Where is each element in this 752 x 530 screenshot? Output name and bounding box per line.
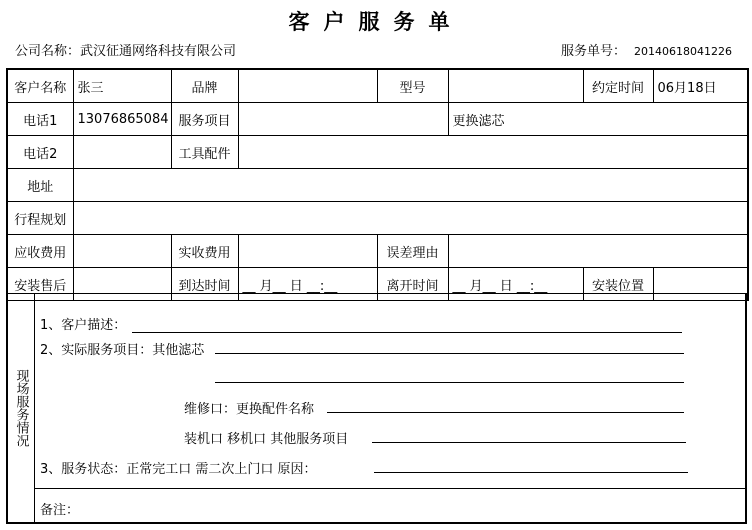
address-label: 地址 [7,169,73,202]
customer-name-label: 客户名称 [7,69,73,103]
table-row [7,136,748,169]
table-row [7,202,748,235]
arrive-time-value[interactable]: __ 月__ 日 __:__ [238,268,377,301]
customer-description-label: 1、客户描述： [40,318,127,333]
install-move-label: 装机口 移机口 其他服务项目 [184,432,349,447]
receivable-fee-value[interactable] [73,235,171,268]
notes-divider [35,488,745,489]
repair-parts-label: 维修口：更换配件名称 [184,402,315,417]
table-row [7,103,748,136]
actual-service-line-2[interactable] [215,382,684,383]
address-value[interactable] [73,169,748,202]
company-info [15,40,236,59]
company-label: 公司名称： [15,44,81,59]
service-number-value: 20140618041226 [634,45,732,58]
service-item-empty[interactable] [238,103,448,136]
onsite-service-body [35,294,745,522]
arrive-time-label: 到达时间 [171,268,238,301]
table-row [7,69,748,103]
other-service-line[interactable] [372,442,686,443]
form-title: 客户服务单 [288,10,464,34]
service-item-value[interactable]: 更换滤芯 [448,103,748,136]
appointment-time-label: 约定时间 [583,69,653,103]
brand-label: 品牌 [171,69,238,103]
model-label: 型号 [377,69,448,103]
tools-parts-label: 工具配件 [171,136,238,169]
table-row [7,169,748,202]
phone1-value[interactable]: 13076865084 [73,103,171,136]
phone2-label: 电话2 [7,136,73,169]
service-status-label: 3、服务状态：正常完工口 需二次上门口 原因： [40,462,317,477]
route-plan-value[interactable] [73,202,748,235]
actual-service-line[interactable] [215,353,684,354]
route-plan-label: 行程规划 [7,202,73,235]
leave-time-value[interactable]: __ 月__ 日 __:__ [448,268,583,301]
service-number-label: 服务单号： [561,44,627,59]
install-aftersale-label: 安装售后 [7,268,73,301]
receivable-fee-label: 应收费用 [7,235,73,268]
received-fee-value[interactable] [238,235,377,268]
notes-label: 备注： [40,503,80,518]
leave-time-label: 离开时间 [377,268,448,301]
service-form-table [6,68,749,301]
table-row [7,235,748,268]
tools-parts-value[interactable] [238,136,748,169]
model-value[interactable] [448,69,583,103]
received-fee-label: 实收费用 [171,235,238,268]
phone2-value[interactable] [73,136,171,169]
install-position-label: 安装位置 [583,268,653,301]
service-number [561,40,732,59]
company-name: 武汉征通网络科技有限公司 [80,44,237,59]
onsite-service-side-text: 现场服务情况 [13,369,29,447]
customer-description-line[interactable] [132,332,682,333]
onsite-service-section [6,293,747,524]
error-reason-value[interactable] [448,235,748,268]
reason-line[interactable] [374,472,688,473]
phone1-label: 电话1 [7,103,73,136]
onsite-service-side-label [8,294,35,522]
service-item-label: 服务项目 [171,103,238,136]
brand-value[interactable] [238,69,377,103]
actual-service-label: 2、实际服务项目：其他滤芯 [40,343,205,358]
appointment-time-value[interactable]: 06月18日 [653,69,748,103]
customer-name-value[interactable]: 张三 [73,69,171,103]
repair-parts-line[interactable] [327,412,684,413]
error-reason-label: 误差理由 [377,235,448,268]
